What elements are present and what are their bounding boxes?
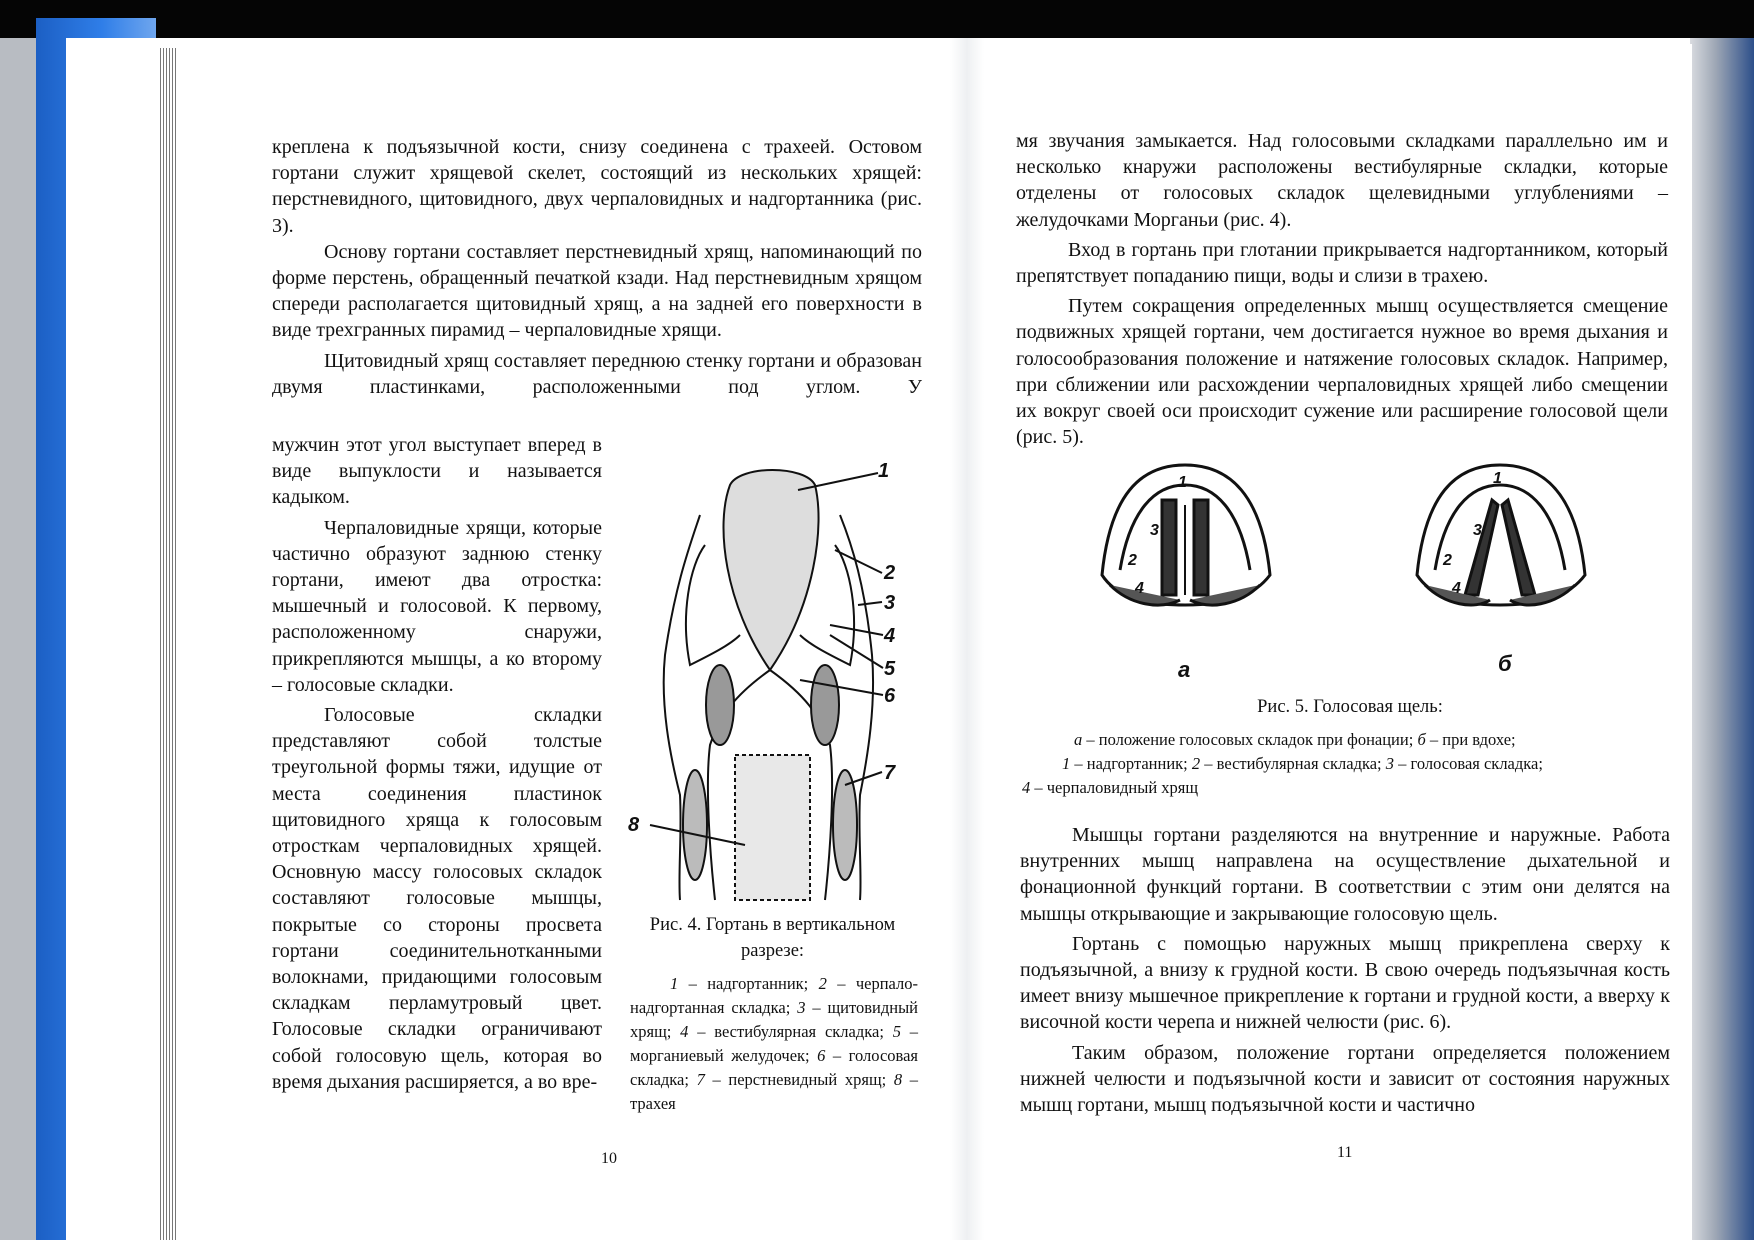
figure4-cricoid-right xyxy=(833,770,857,880)
page-number-right: 11 xyxy=(1337,1144,1353,1161)
figure5-a-label-4: 4 xyxy=(1135,580,1144,597)
figure4-leader-5 xyxy=(830,635,883,668)
left-text-column xyxy=(272,432,602,1095)
paragraph-muscles-contraction: Путем сокращения определенных мышц осуществляется смещение подвижных хрящей гортани, чем достигается нужное во время дыхания и голосообразования положение и натяжение голосовых складок. Например, при сближении или расхождении черпаловидных хрящей либо смещении их вокруг своей оси происходит сужение или расширение голосовой щели (рис. 5). xyxy=(1016,295,1668,449)
paragraph-muscle-types: Мышцы гортани разделяются на внутренние и наружные. Работа внутренних мышц направлена на осуществление дыхательной и фонационной функций гортани. В соответствии с этим они делятся на мышцы открывающие и закрывающие голосовую щель. xyxy=(1020,824,1670,925)
scanner-left-edge xyxy=(0,38,40,1240)
figure5-panel-a-label: а xyxy=(1178,657,1191,682)
figure5-panel-b-label: б xyxy=(1498,651,1512,676)
paragraph-external-muscles: Гортань с помощью наружных мышц прикреплена сверху к подъязычной, а внизу к грудной кости. В свою очередь подъязычная кость имеет внизу мышечное прикрепление к гортани и грудной кости, а вверху к височной кости черепа и нижней челюсти (рис. 6). xyxy=(1020,932,1670,1034)
figure5-b-label-2: 2 xyxy=(1443,552,1452,569)
figure5-b-label-3: 3 xyxy=(1473,522,1482,539)
book-gutter xyxy=(950,38,984,1240)
legend4-text-5: – морганиевый желудочек; xyxy=(630,1022,918,1065)
legend5-num-2: 2 xyxy=(1191,754,1201,773)
figure5-b-fold-left xyxy=(1465,500,1498,595)
paragraph-intro: креплена к подъязычной кости, снизу соединена с трахеей. Остовом гортани служит хрящевой скелет, состоящий из нескольких хрящей: перстневидного, щитовидного, двух черпаловидных и надгортанника (рис. 3). xyxy=(272,136,922,237)
legend4-num-4: 4 xyxy=(680,1022,689,1041)
larynx-section-figure xyxy=(620,455,920,910)
figure5-a-label-1: 1 xyxy=(1178,474,1187,491)
legend4-text-4: – вестибулярная складка; xyxy=(688,1022,893,1041)
paragraph-thyroid-end: мужчин этот угол выступает вперед в виде выпуклости и называется кадыком. xyxy=(272,434,602,509)
legend5-num-1: 1 xyxy=(1062,754,1071,773)
paragraph-cricoid: Основу гортани составляет перстневидный хрящ, напоминающий по форме перстень, обращенный печаткой кзади. Над перстневидным хрящом спереди располагается щитовидный хрящ, а на задней его поверхности в виде трехгранных пирамид – черпаловидные хрящи. xyxy=(272,240,922,342)
legend4-text-3: – щитовидный хрящ; xyxy=(630,998,919,1041)
legend5-text-3: – голосовая складка; xyxy=(1394,754,1543,773)
figure4-ventricle-right xyxy=(811,665,839,745)
legend4-num-5: 5 xyxy=(892,1022,901,1041)
figure5-b-inner-arc xyxy=(1435,485,1565,570)
figure4-leader-4 xyxy=(830,625,883,635)
figure5-b-label-1: 1 xyxy=(1493,470,1502,487)
paragraph-arytenoid: Черпаловидные хрящи, которые частично образуют заднюю стенку гортани, имеют два отростка: мышечный и голосовой. К первому, расположенному снаружи, прикрепляются мышцы, а ко второму – голосовые складки. xyxy=(272,516,602,696)
paragraph-conclusion: Таким образом, положение гортани определяется положением нижней челюсти и подъязычной кости и зависит от состояния наружных мышц гортани, мышц подъязычной кости и частично xyxy=(1020,1041,1670,1117)
figure4-cricoid-left xyxy=(683,770,707,880)
page-edges xyxy=(160,48,178,1240)
legend4-num-8: 8 xyxy=(893,1070,903,1089)
figure4-legend xyxy=(630,972,918,1116)
figure5-a-fold-left xyxy=(1162,500,1176,595)
scanner-top-edge xyxy=(0,0,1754,38)
right-text-top xyxy=(1016,128,1668,450)
legend5-line-3 xyxy=(1022,776,1662,800)
legend5-text-4: – черпаловидный хрящ xyxy=(1030,778,1199,797)
legend5-text-2: – вестибулярная складка; xyxy=(1200,754,1386,773)
figure4-label-4: 4 xyxy=(884,625,896,647)
right-text-bottom xyxy=(1020,822,1670,1118)
figure5-a-label-2: 2 xyxy=(1128,552,1137,569)
legend5-line-1 xyxy=(1022,728,1662,752)
legend4-text-8: – трахея xyxy=(630,1070,919,1113)
legend5-text-b: – при вдохе; xyxy=(1425,730,1516,749)
legend5-line-2 xyxy=(1022,752,1662,776)
legend4-num-2: 2 xyxy=(818,974,827,993)
paragraph-continuation: мя звучания замыкается. Над голосовыми складками параллельно им и несколько кнаружи расположены вестибулярные складки, которые отделены от голосовых складок щелевидными углублениями – желудочками Морганьи (рис. 4). xyxy=(1016,130,1668,231)
figure5-b-label-4: 4 xyxy=(1452,580,1461,597)
legend4-num-3: 3 xyxy=(797,998,806,1017)
legend5-num-a: а xyxy=(1074,730,1083,749)
legend4-text-7: – перстневидный хрящ; xyxy=(704,1070,894,1089)
figure4-caption: Рис. 4. Гортань в вертикальном разрезе: xyxy=(649,915,896,961)
figure4-label-8: 8 xyxy=(628,814,640,836)
page-number-left: 10 xyxy=(601,1150,617,1167)
legend5-num-b: б xyxy=(1417,730,1426,749)
paragraph-swallowing: Вход в гортань при глотании прикрывается надгортанником, который препятствует попаданию пищи, воды и слизи в трахею. xyxy=(1016,238,1668,288)
figure4-label-3: 3 xyxy=(884,592,896,614)
legend4-text-1: – надгортанник; xyxy=(678,974,819,993)
figure4-label-5: 5 xyxy=(884,658,896,680)
figure5-b-fold-right xyxy=(1502,500,1535,595)
legend5-text-a: – положение голосовых складок при фонации; xyxy=(1082,730,1418,749)
figure4-label-7: 7 xyxy=(884,762,896,784)
legend4-text-6: – голосовая складка; xyxy=(630,1046,918,1089)
figure5-legend xyxy=(1022,728,1662,800)
figure4-leader-3 xyxy=(858,602,882,605)
legend4-text-2: – черпало-надгортанная складка; xyxy=(630,974,919,1017)
legend4-num-6: 6 xyxy=(817,1046,826,1065)
book-cover-right xyxy=(1690,38,1754,1240)
paragraph-vocal-folds: Голосовые складки представляют собой толстые треугольной формы тяжи, идущие от места соединения пластинок щитовидного хряща к голосовым отросткам черпаловидных хрящей. Основную массу голосовых складок составляют голосовые мышцы, покрытые со стороны просвета гортани соединительнотканными волокнами, придающими голосовым складкам перламутровый цвет. Голосовые складки ограничивают собой голосовую щель, которая во время дыхания расширяется, а во вре- xyxy=(272,704,602,1093)
legend4-num-7: 7 xyxy=(696,1070,705,1089)
left-text-top xyxy=(272,134,922,400)
figure4-label-6: 6 xyxy=(884,685,896,707)
legend4-num-1: 1 xyxy=(670,974,679,993)
legend5-num-4: 4 xyxy=(1022,778,1031,797)
figure4-trachea xyxy=(735,755,810,900)
figure4-ventricle-left xyxy=(706,665,734,745)
legend5-text-1: – надгортанник; xyxy=(1070,754,1192,773)
figure5-a-label-3: 3 xyxy=(1150,522,1159,539)
glottis-figure xyxy=(1080,455,1620,690)
figure5-caption: Рис. 5. Голосовая щель: xyxy=(1257,697,1443,717)
figure4-label-1: 1 xyxy=(878,460,890,482)
paragraph-thyroid-start: Щитовидный хрящ составляет переднюю стенку гортани и образован двумя пластинками, расположенными под углом. У xyxy=(272,349,922,398)
figure5-a-fold-right xyxy=(1194,500,1208,595)
legend5-num-3: 3 xyxy=(1385,754,1395,773)
figure4-label-2: 2 xyxy=(884,562,896,584)
